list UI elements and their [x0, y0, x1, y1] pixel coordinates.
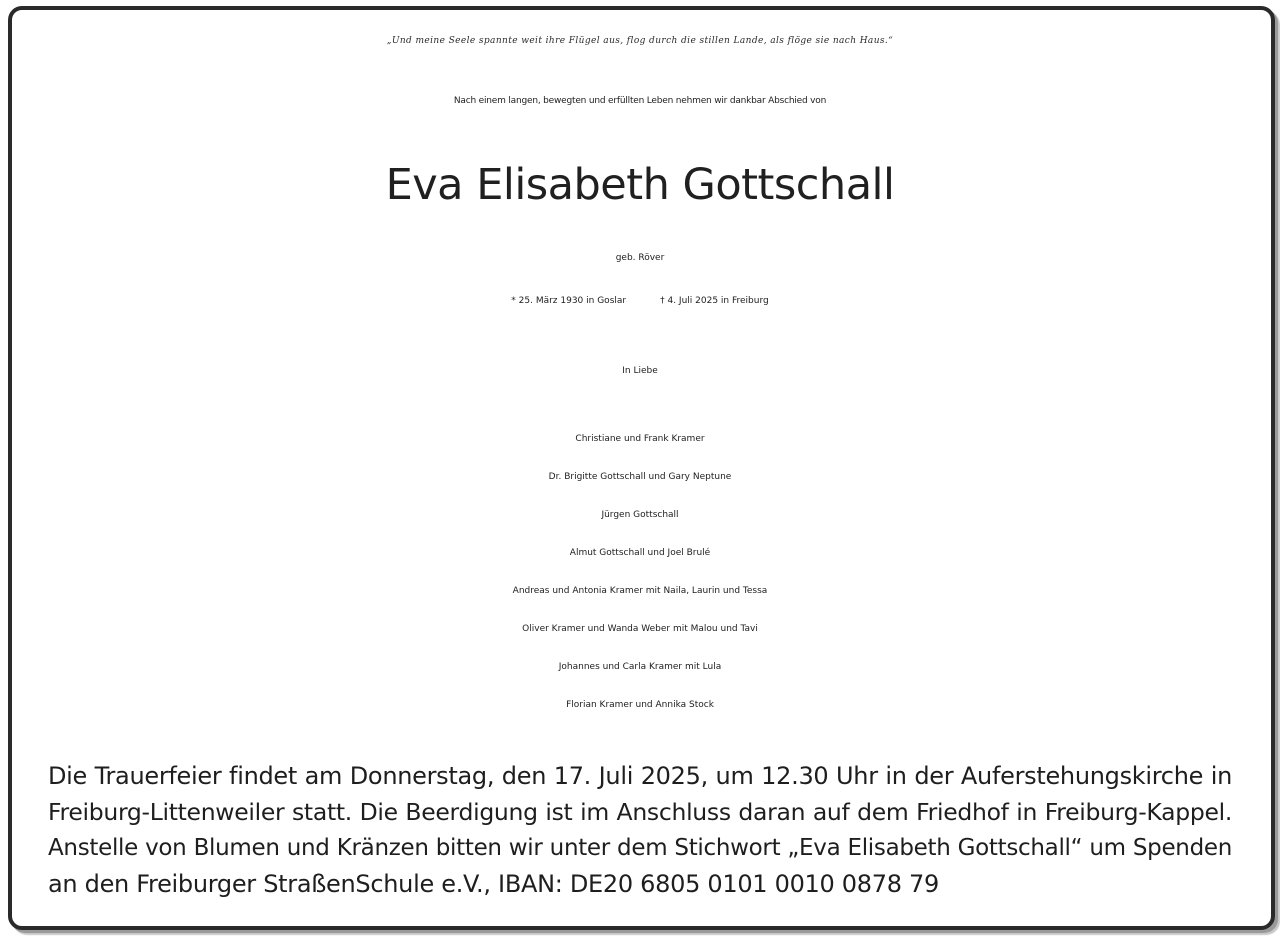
funeral-details [48, 758, 1232, 902]
mourner-line: Almut Gottschall und Joel Brulé [569, 548, 711, 558]
mourner-line: Andreas und Antonia Kramer mit Naila, Laurin und Tessa [512, 586, 768, 596]
intro-text: Nach einem langen, bewegten und erfüllten Leben nehmen wir dankbar Abschied von [453, 96, 827, 106]
mourner-line: Oliver Kramer und Wanda Weber mit Malou und Tavi [522, 624, 758, 634]
funeral-details-line: Die Trauerfeier findet am Donnerstag, den 17. Juli 2025, um 12.30 Uhr in der Auferstehungskirche in [48, 762, 1232, 790]
death-date: † 4. Juli 2025 in Freiburg [660, 296, 769, 306]
funeral-details-line: Anstelle von Blumen und Kränzen bitten wir unter dem Stichwort „Eva Elisabeth Gottschall“ um Spenden [48, 835, 1232, 861]
mourner-line: Johannes und Carla Kramer mit Lula [558, 662, 722, 672]
mourner-line: Jürgen Gottschall [601, 510, 679, 520]
mourner-line: Florian Kramer und Annika Stock [566, 700, 714, 710]
birth-name: geb. Röver [615, 253, 665, 263]
funeral-details-line: an den Freiburger StraßenSchule e.V., IBAN: DE20 6805 0101 0010 0878 79 [48, 870, 939, 898]
mourner-line: Christiane und Frank Kramer [575, 434, 705, 444]
in-love-heading: In Liebe [622, 366, 658, 376]
birth-date: * 25. März 1930 in Goslar [511, 296, 627, 306]
funeral-details-line: Freiburg-Littenweiler statt. Die Beerdigung ist im Anschluss daran auf dem Friedhof in Freiburg-Kappel. [48, 798, 1232, 826]
mourner-line: Dr. Brigitte Gottschall und Gary Neptune [548, 472, 732, 482]
mourners-list [0, 424, 1280, 728]
life-dates [0, 296, 1280, 306]
deceased-name: Eva Elisabeth Gottschall [385, 160, 895, 210]
epigraph-quote: „Und meine Seele spannte weit ihre Flügel aus, flog durch die stillen Lande, als flöge sie nach Haus.“ [386, 36, 894, 46]
